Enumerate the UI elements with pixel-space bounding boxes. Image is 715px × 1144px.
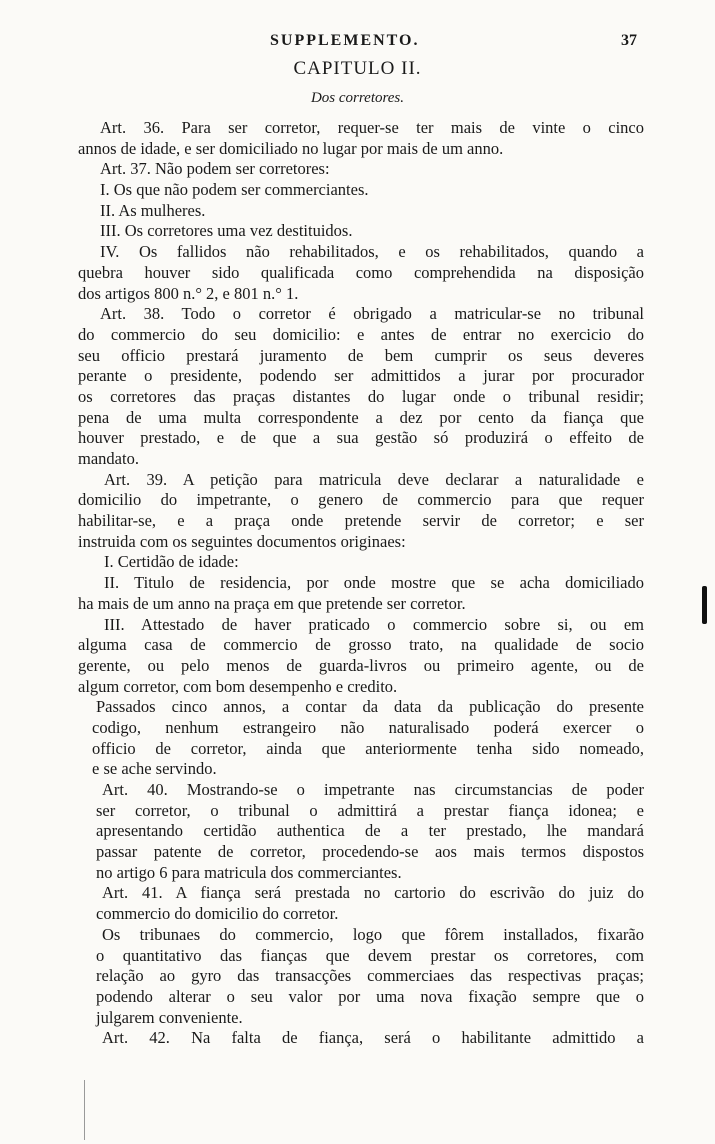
text-line: codigo, nenhum estrangeiro não naturalisado poderá exercer o	[92, 717, 644, 737]
text-line: II. Titulo de residencia, por onde mostre que se acha domiciliado	[104, 573, 644, 593]
margin-ink-mark	[702, 586, 707, 624]
text-line: o quantitativo das fianças que devem prestar os corretores, com	[96, 945, 644, 965]
chapter-title: CAPITULO II.	[293, 58, 422, 79]
text-line: Art. 41. A fiança será prestada no cartorio do escrivão do juiz do	[102, 883, 644, 903]
text-line: I. Certidão de idade:	[104, 552, 239, 572]
text-line: Art. 36. Para ser corretor, requer-se ter mais de vinte o cinco	[100, 118, 644, 137]
text-line: perante o presidente, podendo ser admittidos a jurar por procurador	[78, 366, 644, 386]
text-line: IV. Os fallidos não rehabilitados, e os rehabilitados, quando a	[100, 242, 644, 262]
text-line: Art. 37. Não podem ser corretores:	[100, 159, 330, 179]
text-line: do commercio do seu domicilio: e antes de entrar no exercicio do	[78, 324, 644, 344]
text-line: apresentando certidão authentica de a ter prestado, lhe mandará	[96, 821, 644, 841]
text-line: seu officio prestará juramento de bem cumprir os seus deveres	[78, 345, 644, 365]
text-line: e se ache servindo.	[92, 759, 217, 779]
text-line: Art. 40. Mostrando-se o impetrante nas circumstancias de poder	[102, 780, 644, 799]
text-line: podendo alterar o seu valor por uma nova fixação sempre que o	[96, 986, 644, 1006]
text-line: III. Os corretores uma vez destituidos.	[100, 221, 353, 241]
page-number: 37	[621, 32, 637, 49]
text-line: houver prestado, e de que a sua gestão só produzirá o effeito de	[78, 428, 644, 448]
page-edge-line	[84, 1080, 85, 1140]
text-line: Os tribunaes do commercio, logo que fôrem installados, fixarão	[102, 924, 644, 944]
text-line: algum corretor, com bom desempenho e credito.	[78, 676, 398, 696]
text-line: mandato.	[78, 449, 139, 468]
text-line: instruida com os seguintes documentos originaes:	[78, 531, 406, 551]
text-line: habilitar-se, e a praça onde pretende servir de corretor; e ser	[78, 511, 644, 531]
text-line: Art. 39. A petição para matricula deve declarar a naturalidade e	[104, 469, 644, 489]
text-line: no artigo 6 para matricula dos commerciantes.	[96, 862, 402, 882]
text-line: officio de corretor, ainda que anteriormente tenha sido nomeado,	[92, 738, 644, 758]
text-line: II. As mulheres.	[100, 200, 206, 220]
text-line: ser corretor, o tribunal o admittirá a prestar fiança idonea; e	[96, 800, 644, 820]
text-line: gerente, ou pelo menos de guarda-livros ou primeiro agente, ou de	[78, 655, 644, 675]
text-line: commercio do domicilio do corretor.	[96, 904, 339, 924]
running-title: SUPPLEMENTO.	[270, 32, 420, 49]
body-text	[78, 118, 644, 1049]
running-head	[0, 32, 715, 54]
text-line: I. Os que não podem ser commerciantes.	[100, 180, 369, 200]
text-line: III. Attestado de haver praticado o commercio sobre si, ou em	[104, 614, 644, 634]
text-line: julgarem conveniente.	[96, 1007, 243, 1027]
text-line: os corretores das praças distantes do lugar onde o tribunal residir;	[78, 386, 644, 406]
text-line: Passados cinco annos, a contar da data da publicação do presente	[96, 697, 644, 717]
chapter-subtitle: Dos corretores.	[310, 90, 405, 106]
text-line: domicilio do impetrante, o genero de commercio para que requer	[78, 490, 644, 510]
text-line: pena de uma multa correspondente a dez por cento da fiança que	[78, 407, 644, 427]
text-line: Art. 42. Na falta de fiança, será o habilitante admittido a	[102, 1028, 644, 1048]
text-line: alguma casa de commercio de grosso trato, na qualidade de socio	[78, 635, 644, 655]
text-line: Art. 38. Todo o corretor é obrigado a matricular-se no tribunal	[100, 304, 644, 324]
text-line: passar patente de corretor, procedendo-se aos mais termos dispostos	[96, 842, 644, 862]
text-line: annos de idade, e ser domiciliado no lugar por mais de um anno.	[78, 138, 504, 158]
text-line: dos artigos 800 n.° 2, e 801 n.° 1.	[78, 283, 299, 303]
text-line: quebra houver sido qualificada como comprehendida na disposição	[78, 262, 644, 282]
text-line: relação ao gyro das transacções commerciaes das respectivas praças;	[96, 966, 644, 986]
text-line: ha mais de um anno na praça em que pretende ser corretor.	[78, 593, 466, 613]
